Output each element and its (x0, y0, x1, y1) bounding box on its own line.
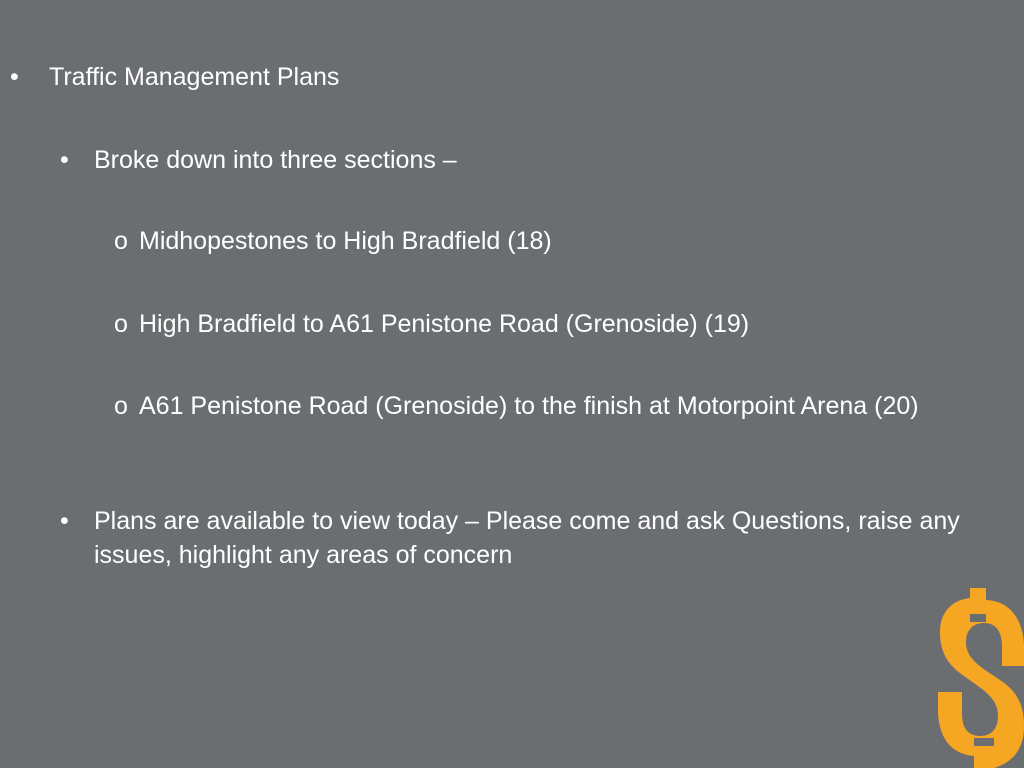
bullet-marker: • (60, 507, 69, 535)
sub-bullet-text: Midhopestones to High Bradfield (18) (139, 227, 552, 255)
s-logo-shape (938, 588, 1024, 768)
bullet-marker: • (10, 63, 19, 91)
sub-bullet-text: High Bradfield to A61 Penistone Road (Grenoside) (19) (139, 310, 750, 338)
bullet-text: Broke down into three sections – (94, 146, 457, 174)
sub-bullet-text: A61 Penistone Road (Grenoside) to the finish at Motorpoint Arena (20) (139, 392, 919, 420)
bullet-text: Plans are available to view today – Please come and ask Questions, raise any issues, highlight any areas of concern (94, 507, 960, 569)
sub-bullet-marker: o (114, 227, 128, 255)
s-logo-icon (938, 588, 1024, 768)
bullet-marker: • (60, 146, 69, 174)
sub-bullet-marker: o (114, 310, 128, 338)
bullet-text: Traffic Management Plans (49, 63, 340, 91)
sub-bullet-marker: o (114, 392, 128, 420)
